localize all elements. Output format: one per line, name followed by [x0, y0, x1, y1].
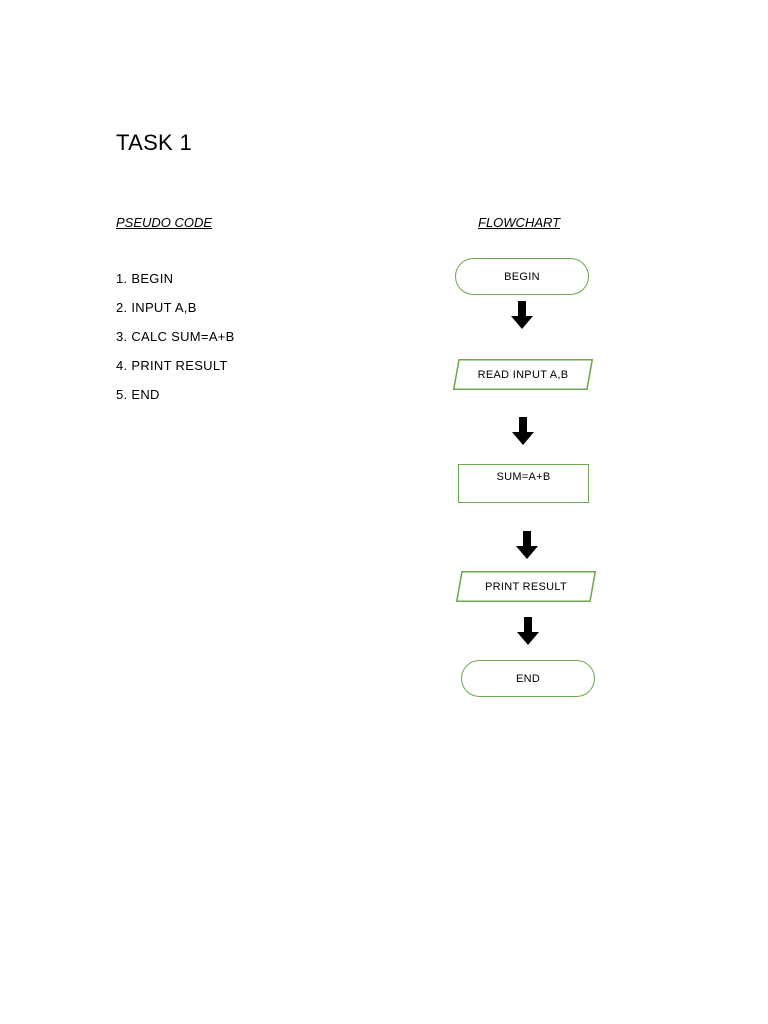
flowchart-node-label: SUM=A+B [496, 471, 551, 483]
pseudocode-step: 4. PRINT RESULT [116, 358, 228, 373]
flowchart-node-read-input [453, 359, 593, 390]
document-title: TASK 1 [116, 130, 192, 155]
flowchart-node-sum [458, 464, 589, 503]
flowchart-node-end [461, 660, 595, 697]
arrow-down-icon [512, 417, 534, 445]
pseudocode-step: 2. INPUT A,B [116, 300, 197, 315]
pseudocode-step: 1. BEGIN [116, 271, 174, 286]
flowchart-node-label: PRINT RESULT [484, 580, 568, 593]
arrow-down-icon [516, 531, 538, 559]
pseudocode-step: 5. END [116, 387, 160, 402]
flowchart-node-begin [455, 258, 589, 295]
flowchart-node-label: READ INPUT A,B [477, 368, 569, 381]
arrow-down-icon [511, 301, 533, 329]
pseudocode-step: 3. CALC SUM=A+B [116, 329, 235, 344]
flowchart-node-label: BEGIN [504, 270, 540, 283]
pseudocode-steps [116, 270, 235, 415]
flowchart-node-label: END [515, 672, 541, 685]
flowchart-heading: FLOWCHART [478, 215, 561, 230]
arrow-down-icon [517, 617, 539, 645]
flowchart-node-print-result [456, 571, 596, 602]
pseudocode-heading: PSEUDO CODE [116, 215, 213, 230]
